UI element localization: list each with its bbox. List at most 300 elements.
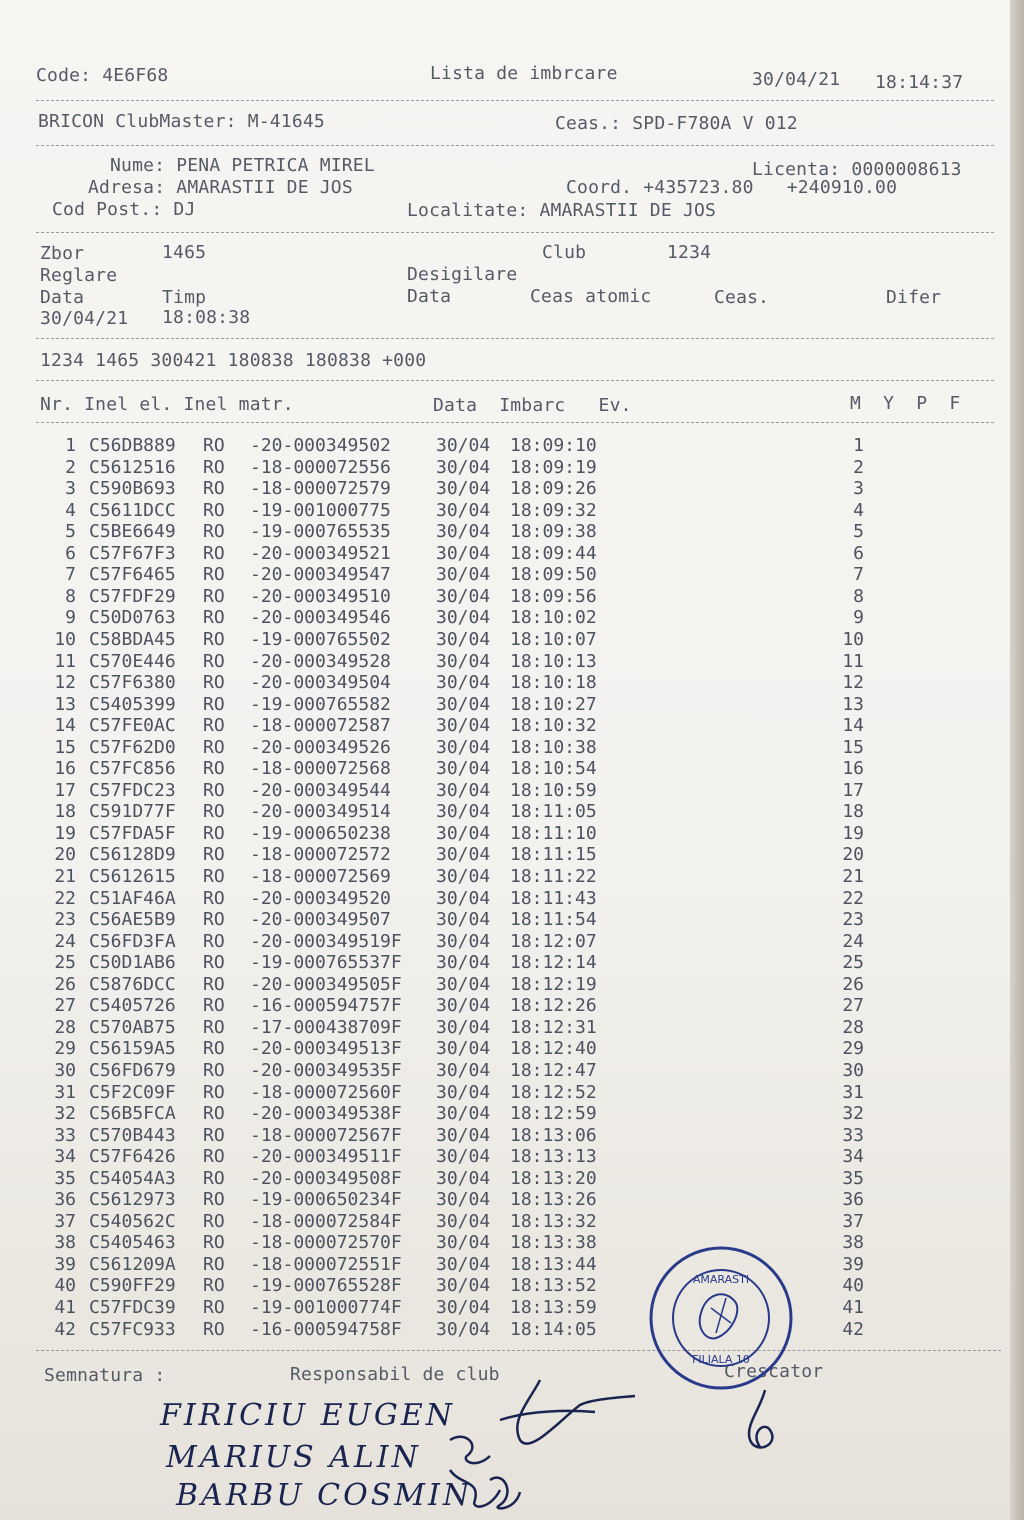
country-code: RO [203, 758, 225, 780]
table-row [0, 1169, 1010, 1190]
table-row [0, 1039, 1010, 1060]
electronic-ring: C5611DCC [89, 499, 176, 521]
table-row [0, 1147, 1010, 1168]
basketing-date: 30/04 [436, 952, 491, 974]
electronic-ring: C57FE0AC [89, 715, 176, 737]
electronic-ring: C570E446 [89, 650, 176, 672]
electronic-ring: C5405399 [89, 693, 176, 715]
electronic-ring: C57F6465 [89, 564, 176, 586]
male-index: 25 [842, 952, 864, 974]
basketing-date: 30/04 [436, 801, 491, 823]
country-code: RO [203, 628, 225, 650]
basketing-time: 18:09:56 [510, 585, 597, 607]
basketing-date: 30/04 [436, 1059, 491, 1081]
country-code: RO [203, 1059, 225, 1081]
country-code: RO [203, 1297, 225, 1318]
ring-number: -20-000349519F [250, 930, 402, 952]
table-row [0, 824, 1010, 845]
electronic-ring: C54054A3 [89, 1167, 176, 1189]
ring-number: -19-000650238 [250, 822, 391, 844]
basketing-time: 18:14:05 [510, 1318, 597, 1340]
basketing-time: 18:13:06 [510, 1124, 597, 1146]
divider [36, 232, 994, 233]
ring-number: -20-000349505F [250, 973, 402, 995]
license-number: Licenta: 0000008613 [752, 159, 962, 180]
male-index: 40 [842, 1275, 864, 1297]
table-row [0, 1190, 1010, 1211]
ring-number: -20-000349538F [250, 1103, 402, 1125]
table-row [0, 996, 1010, 1017]
row-number: 2 [65, 456, 76, 478]
male-index: 28 [842, 1016, 864, 1038]
unseal-label: Desigilare [407, 264, 518, 285]
basketing-time: 18:13:20 [510, 1167, 597, 1189]
postal-code: Cod Post.: DJ [52, 199, 196, 220]
table-row [0, 716, 1010, 737]
table-row [0, 953, 1010, 974]
male-index: 3 [853, 478, 864, 500]
basketing-time: 18:11:05 [510, 801, 597, 823]
column-header-nr-rings: Nr. Inel el. Inel matr. [40, 394, 294, 415]
male-index: 39 [842, 1253, 864, 1275]
row-number: 14 [54, 715, 76, 737]
table-row [0, 479, 1010, 500]
electronic-ring: C5612516 [89, 456, 176, 478]
table-row [0, 889, 1010, 910]
electronic-ring: C56AE5B9 [89, 909, 176, 931]
date-label: Data [40, 287, 85, 308]
basketing-date: 30/04 [436, 930, 491, 952]
basketing-time: 18:11:22 [510, 866, 597, 887]
basketing-date: 30/04 [436, 1210, 491, 1232]
setting-time: 18:08:38 [162, 307, 251, 328]
basketing-date: 30/04 [436, 542, 491, 564]
basketing-time: 18:10:27 [510, 693, 597, 715]
basketing-date: 30/04 [436, 521, 491, 543]
basketing-date: 30/04 [436, 736, 491, 758]
male-index: 35 [842, 1167, 864, 1189]
male-index: 5 [853, 521, 864, 543]
table-row [0, 522, 1010, 543]
electronic-ring: C50D1AB6 [89, 952, 176, 974]
ring-number: -20-000349502 [250, 435, 391, 456]
basketing-time: 18:10:54 [510, 758, 597, 780]
basketing-time: 18:12:52 [510, 1081, 597, 1103]
male-index: 26 [842, 973, 864, 995]
club-number: 1234 [667, 242, 712, 263]
male-index: 37 [842, 1210, 864, 1232]
country-code: RO [203, 1167, 225, 1189]
ring-number: -18-000072587 [250, 715, 391, 737]
table-row [0, 587, 1010, 608]
basketing-time: 18:10:59 [510, 779, 597, 801]
table-row [0, 1061, 1010, 1082]
row-number: 10 [54, 628, 76, 650]
electronic-ring: C5BE6649 [89, 521, 176, 543]
table-row [0, 975, 1010, 996]
electronic-ring: C57FDF29 [89, 585, 176, 607]
male-index: 29 [842, 1038, 864, 1060]
flight-label: Zbor [40, 243, 85, 264]
device-model: BRICON ClubMaster: M-41645 [38, 111, 325, 132]
male-index: 20 [842, 844, 864, 866]
handwritten-name-1: FIRICIU EUGEN [160, 1398, 456, 1433]
basketing-date: 30/04 [436, 672, 491, 694]
ring-number: -18-000072584F [250, 1210, 402, 1232]
basketing-date: 30/04 [436, 693, 491, 715]
table-row [0, 867, 1010, 888]
locality: Localitate: AMARASTII DE JOS [407, 200, 717, 221]
basketing-time: 18:09:26 [510, 478, 597, 500]
basketing-date: 30/04 [436, 909, 491, 931]
ring-number: -19-001000775 [250, 499, 391, 521]
country-code: RO [203, 1016, 225, 1038]
electronic-ring: C561209A [89, 1253, 176, 1275]
basketing-time: 18:12:31 [510, 1016, 597, 1038]
country-code: RO [203, 1103, 225, 1125]
table-row [0, 695, 1010, 716]
ring-number: -20-000349544 [250, 779, 391, 801]
coordinates: Coord. +435723.80 +240910.00 [566, 177, 898, 198]
basketing-date: 30/04 [436, 1103, 491, 1125]
paper-edge-shadow [1010, 0, 1024, 1520]
basketing-time: 18:11:15 [510, 844, 597, 866]
basketing-time: 18:12:26 [510, 995, 597, 1017]
row-number: 16 [54, 758, 76, 780]
country-code: RO [203, 995, 225, 1017]
basketing-time: 18:09:10 [510, 435, 597, 456]
male-index: 24 [842, 930, 864, 952]
basketing-time: 18:13:13 [510, 1146, 597, 1168]
country-code: RO [203, 435, 225, 456]
table-row [0, 1276, 1010, 1297]
row-number: 8 [65, 585, 76, 607]
club-responsible-label: Responsabil de club [290, 1364, 500, 1385]
column-header-date-basketing: Data Imbarc Ev. [433, 395, 632, 416]
electronic-ring: C5405463 [89, 1232, 176, 1254]
row-number: 24 [54, 930, 76, 952]
row-number: 20 [54, 844, 76, 866]
country-code: RO [203, 693, 225, 715]
table-row [0, 1255, 1010, 1276]
basketing-time: 18:13:52 [510, 1275, 597, 1297]
basketing-time: 18:10:07 [510, 628, 597, 650]
breeder-signature [730, 1385, 800, 1465]
ring-number: -20-000349514 [250, 801, 391, 823]
row-number: 39 [54, 1253, 76, 1275]
table-row [0, 1233, 1010, 1254]
row-number: 40 [54, 1275, 76, 1297]
row-number: 11 [54, 650, 76, 672]
country-code: RO [203, 521, 225, 543]
male-index: 6 [853, 542, 864, 564]
basketing-time: 18:13:32 [510, 1210, 597, 1232]
country-code: RO [203, 456, 225, 478]
row-number: 19 [54, 822, 76, 844]
basketing-date: 30/04 [436, 1232, 491, 1254]
country-code: RO [203, 973, 225, 995]
clock-model: Ceas.: SPD-F780A V 012 [555, 113, 798, 134]
basketing-time: 18:09:19 [510, 456, 597, 478]
row-number: 31 [54, 1081, 76, 1103]
basketing-date: 30/04 [436, 478, 491, 500]
basketing-date: 30/04 [436, 715, 491, 737]
basketing-date: 30/04 [436, 1081, 491, 1103]
basketing-time: 18:09:32 [510, 499, 597, 521]
table-row [0, 738, 1010, 759]
table-row [0, 544, 1010, 565]
male-index: 41 [842, 1297, 864, 1318]
basketing-date: 30/04 [436, 456, 491, 478]
basketing-date: 30/04 [436, 1016, 491, 1038]
table-row [0, 458, 1010, 479]
male-index: 12 [842, 672, 864, 694]
ring-number: -20-000349510 [250, 585, 391, 607]
ring-number: -20-000349526 [250, 736, 391, 758]
ring-number: -20-000349511F [250, 1146, 402, 1168]
country-code: RO [203, 1124, 225, 1146]
basketing-date: 30/04 [436, 1167, 491, 1189]
difference-label: Difer [886, 287, 942, 308]
divider [36, 380, 994, 381]
basketing-date: 30/04 [436, 1124, 491, 1146]
country-code: RO [203, 801, 225, 823]
basketing-date: 30/04 [436, 1038, 491, 1060]
male-index: 8 [853, 585, 864, 607]
male-index: 2 [853, 456, 864, 478]
ring-number: -19-000650234F [250, 1189, 402, 1211]
table-row [0, 1018, 1010, 1039]
male-index: 27 [842, 995, 864, 1017]
table-row [0, 436, 1010, 457]
ring-number: -19-001000774F [250, 1297, 402, 1318]
country-code: RO [203, 1189, 225, 1211]
basketing-date: 30/04 [436, 1253, 491, 1275]
country-code: RO [203, 607, 225, 629]
male-index: 10 [842, 628, 864, 650]
row-number: 28 [54, 1016, 76, 1038]
table-row [0, 565, 1010, 586]
electronic-ring: C57FC856 [89, 758, 176, 780]
basketing-date: 30/04 [436, 973, 491, 995]
basketing-date: 30/04 [436, 564, 491, 586]
male-index: 30 [842, 1059, 864, 1081]
ring-number: -19-000765582 [250, 693, 391, 715]
basketing-time: 18:11:43 [510, 887, 597, 909]
male-index: 14 [842, 715, 864, 737]
ring-number: -18-000072570F [250, 1232, 402, 1254]
row-number: 41 [54, 1297, 76, 1318]
stamp-text-bottom: FILIALA 10 [692, 1353, 750, 1366]
electronic-ring: C570B443 [89, 1124, 176, 1146]
electronic-ring: C56128D9 [89, 844, 176, 866]
basketing-time: 18:12:14 [510, 952, 597, 974]
electronic-ring: C57F62D0 [89, 736, 176, 758]
electronic-ring: C56DB889 [89, 435, 176, 456]
electronic-ring: C5612973 [89, 1189, 176, 1211]
country-code: RO [203, 844, 225, 866]
basketing-time: 18:11:54 [510, 909, 597, 931]
male-index: 4 [853, 499, 864, 521]
row-number: 3 [65, 478, 76, 500]
electronic-ring: C5612615 [89, 866, 176, 887]
basketing-time: 18:10:13 [510, 650, 597, 672]
basketing-date: 30/04 [436, 995, 491, 1017]
male-index: 36 [842, 1189, 864, 1211]
country-code: RO [203, 499, 225, 521]
divider [36, 145, 994, 146]
male-index: 11 [842, 650, 864, 672]
electronic-ring: C5876DCC [89, 973, 176, 995]
male-index: 9 [853, 607, 864, 629]
table-row [0, 1104, 1010, 1125]
summary-code: 1234 1465 300421 180838 180838 +000 [40, 350, 427, 371]
divider [36, 338, 994, 339]
electronic-ring: C56FD679 [89, 1059, 176, 1081]
owner-name: Nume: PENA PETRICA MIREL [110, 155, 375, 176]
basketing-time: 18:12:19 [510, 973, 597, 995]
breeder-label: Crescator [724, 1361, 824, 1382]
basketing-date: 30/04 [436, 887, 491, 909]
setting-date: 30/04/21 [40, 308, 129, 329]
electronic-ring: C57FDC23 [89, 779, 176, 801]
ring-number: -20-000349508F [250, 1167, 402, 1189]
basketing-time: 18:12:40 [510, 1038, 597, 1060]
basketing-time: 18:13:59 [510, 1297, 597, 1318]
male-index: 22 [842, 887, 864, 909]
basketing-date: 30/04 [436, 650, 491, 672]
ring-number: -16-000594757F [250, 995, 402, 1017]
basketing-time: 18:10:38 [510, 736, 597, 758]
electronic-ring: C58BDA45 [89, 628, 176, 650]
ring-number: -19-000765537F [250, 952, 402, 974]
ring-number: -18-000072551F [250, 1253, 402, 1275]
table-row [0, 910, 1010, 931]
row-number: 12 [54, 672, 76, 694]
ring-number: -18-000072579 [250, 478, 391, 500]
basketing-time: 18:13:44 [510, 1253, 597, 1275]
basketing-date: 30/04 [436, 1146, 491, 1168]
ring-number: -18-000072572 [250, 844, 391, 866]
ring-number: -20-000349521 [250, 542, 391, 564]
club-stamp [646, 1243, 796, 1393]
row-number: 35 [54, 1167, 76, 1189]
country-code: RO [203, 672, 225, 694]
table-row [0, 781, 1010, 802]
electronic-ring: C57FDC39 [89, 1297, 176, 1318]
ring-number: -20-000349507 [250, 909, 391, 931]
table-row [0, 802, 1010, 823]
ring-number: -18-000072568 [250, 758, 391, 780]
ring-number: -20-000349513F [250, 1038, 402, 1060]
ring-number: -18-000072567F [250, 1124, 402, 1146]
country-code: RO [203, 564, 225, 586]
basketing-time: 18:12:59 [510, 1103, 597, 1125]
club-label: Club [542, 242, 587, 263]
row-number: 22 [54, 887, 76, 909]
table-row [0, 501, 1010, 522]
country-code: RO [203, 822, 225, 844]
row-number: 42 [54, 1318, 76, 1340]
electronic-ring: C570AB75 [89, 1016, 176, 1038]
country-code: RO [203, 1146, 225, 1168]
electronic-ring: C57FDA5F [89, 822, 176, 844]
country-code: RO [203, 1210, 225, 1232]
ring-number: -20-000349547 [250, 564, 391, 586]
table-row [0, 673, 1010, 694]
row-number: 6 [65, 542, 76, 564]
row-number: 18 [54, 801, 76, 823]
document-title: Lista de imbrcare [430, 63, 618, 84]
country-code: RO [203, 887, 225, 909]
table-row [0, 608, 1010, 629]
electronic-ring: C51AF46A [89, 887, 176, 909]
row-number: 23 [54, 909, 76, 931]
row-number: 32 [54, 1103, 76, 1125]
basketing-time: 18:12:47 [510, 1059, 597, 1081]
owner-address: Adresa: AMARASTII DE JOS [88, 177, 353, 198]
ring-number: -20-000349528 [250, 650, 391, 672]
basketing-time: 18:13:26 [510, 1189, 597, 1211]
male-index: 42 [842, 1318, 864, 1340]
basketing-date: 30/04 [436, 628, 491, 650]
male-index: 16 [842, 758, 864, 780]
basketing-date: 30/04 [436, 822, 491, 844]
country-code: RO [203, 1318, 225, 1340]
country-code: RO [203, 952, 225, 974]
electronic-ring: C57FC933 [89, 1318, 176, 1340]
table-row [0, 1083, 1010, 1104]
country-code: RO [203, 478, 225, 500]
electronic-ring: C590B693 [89, 478, 176, 500]
basketing-date: 30/04 [436, 499, 491, 521]
electronic-ring: C5F2C09F [89, 1081, 176, 1103]
code-label: Code: 4E6F68 [36, 65, 169, 86]
male-index: 18 [842, 801, 864, 823]
table-row [0, 845, 1010, 866]
table-row [0, 1320, 1010, 1341]
column-header-myp: M Y P F [850, 393, 961, 414]
basketing-date: 30/04 [436, 585, 491, 607]
male-index: 1 [853, 435, 864, 456]
flight-number: 1465 [162, 242, 207, 263]
basketing-time: 18:12:07 [510, 930, 597, 952]
clock-label: Ceas. [714, 287, 770, 308]
basketing-date: 30/04 [436, 758, 491, 780]
table-row [0, 1298, 1010, 1319]
male-index: 15 [842, 736, 864, 758]
signature-scribbles [420, 1360, 660, 1520]
handwritten-name-3: BARBU COSMIN [176, 1478, 473, 1513]
male-index: 7 [853, 564, 864, 586]
electronic-ring: C57F67F3 [89, 542, 176, 564]
country-code: RO [203, 585, 225, 607]
handwritten-name-2: MARIUS ALIN [166, 1440, 421, 1475]
male-index: 23 [842, 909, 864, 931]
table-row [0, 652, 1010, 673]
unseal-date-label: Data [407, 286, 452, 307]
ring-number: -19-000765502 [250, 628, 391, 650]
country-code: RO [203, 779, 225, 801]
country-code: RO [203, 542, 225, 564]
basketing-date: 30/04 [436, 866, 491, 887]
row-number: 7 [65, 564, 76, 586]
row-number: 27 [54, 995, 76, 1017]
divider [36, 100, 994, 101]
header-time: 18:14:37 [875, 72, 964, 93]
signature-label: Semnatura : [44, 1365, 166, 1386]
row-number: 38 [54, 1232, 76, 1254]
